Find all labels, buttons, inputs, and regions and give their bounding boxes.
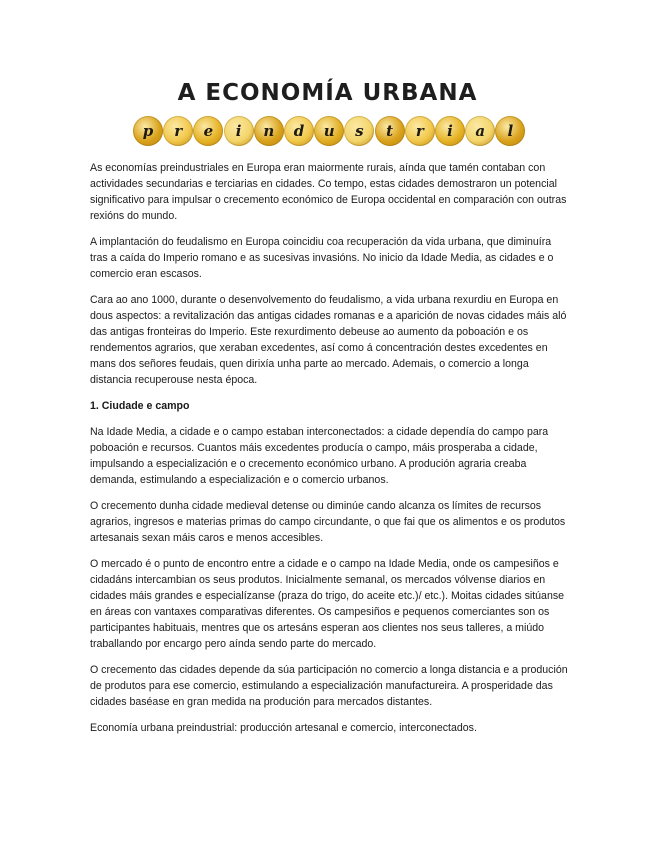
document-title: A ECONOMÍA URBANA (177, 80, 478, 106)
section-paragraph: Na Idade Media, a cidade e o campo estaban interconectados: a cidade dependía do campo para poboación e recursos. Cuantos máis excedentes producía o campo, máis prosperaba a cidade, impulsando a especialización e o crecemento económico urbano. A produción agraria creaba demanda, estimulando a especialización e o comercio urbanos. (90, 426, 549, 486)
banner-circles (133, 116, 525, 146)
intro-paragraph: Cara ao ano 1000, durante o desenvolvemento do feudalismo, a vida urbana rexurdiu en Europa en dous aspectos: a revitalización das antigas cidades romanas e a aparición de novas cidades máis aló das antigas fronteiras do Imperio. Este rexurdimento debeuse ao aumento da poboación e os rendementos agrarios, que xeraban excedentes, así como á concentración destes excedentes en mans dos señores feudais, quen dirixía unha parte ao mercado. Ademais, o comercio a longa distancia recuperouse nesta época. (90, 294, 567, 386)
banner-letter-circle: l (495, 116, 525, 146)
section-paragraph: O crecemento dunha cidade medieval detense ou diminúe cando alcanza os límites de recursos agrarios, ingresos e materias primas do campo circundante, o que fai que os alimentos e os produtos artesanais sexan máis caros e menos accesibles. (90, 500, 566, 544)
banner-letter-circle: i (224, 116, 254, 146)
banner-letter-circle: r (405, 116, 435, 146)
section-paragraph: O crecemento das cidades depende da súa participación no comercio a longa distancia e a produción de produtos para ese comercio, estimulando a especialización manufactureira. A prosperidade das cidades baséase en gran medida na produción para mercados distantes. (90, 664, 568, 708)
banner-letter-circle: t (375, 116, 405, 146)
preindustrial-banner (133, 116, 525, 146)
intro-paragraph: A implantación do feudalismo en Europa coincidiu coa recuperación da vida urbana, que diminuíra tras a caída do Imperio romano e as sucesivas invasións. No inicio da Idade Media, as cidades e o comercio eran escasos. (90, 236, 554, 280)
banner-letter-circle: e (193, 116, 223, 146)
banner-letter-circle: n (254, 116, 284, 146)
banner-letter-circle: i (435, 116, 465, 146)
document-body (90, 160, 568, 746)
section-paragraph: O mercado é o punto de encontro entre a cidade e o campo na Idade Media, onde os campesiños e cidadáns intercambian os seus produtos. Inicialmente semanal, os mercados vólvense diarios en cidades máis grandes e especialízanse (praza do trigo, do aceite etc.)/ etc.). Moitas cidades sitúanse en áreas con vantaxes comparativas diferentes. Os campesiños e pequenos comerciantes son os participantes habituais, mentres que os artesáns esperan aos clientes nos seus talleres, a miúdo traballando por encargo pero aínda sendo parte do mercado. (90, 558, 565, 650)
banner-letter-circle: s (344, 116, 374, 146)
section-heading: 1. Ciudade e campo (90, 400, 190, 412)
banner-letter-circle: r (163, 116, 193, 146)
banner-letter-circle: p (133, 116, 163, 146)
banner-letter-circle: u (314, 116, 344, 146)
banner-letter-circle: a (465, 116, 495, 146)
intro-paragraph: As economías preindustriales en Europa eran maiormente rurais, aínda que tamén contaban con actividades secundarias e terciarias en cidades. Co tempo, estas cidades demostraron un potencial significativo para impulsar o crecemento económico de Europa occidental en comparación con outras rexións do mundo. (90, 162, 567, 222)
banner-letter-circle: d (284, 116, 314, 146)
section-paragraph: Economía urbana preindustrial: producción artesanal e comercio, interconectados. (90, 722, 477, 734)
